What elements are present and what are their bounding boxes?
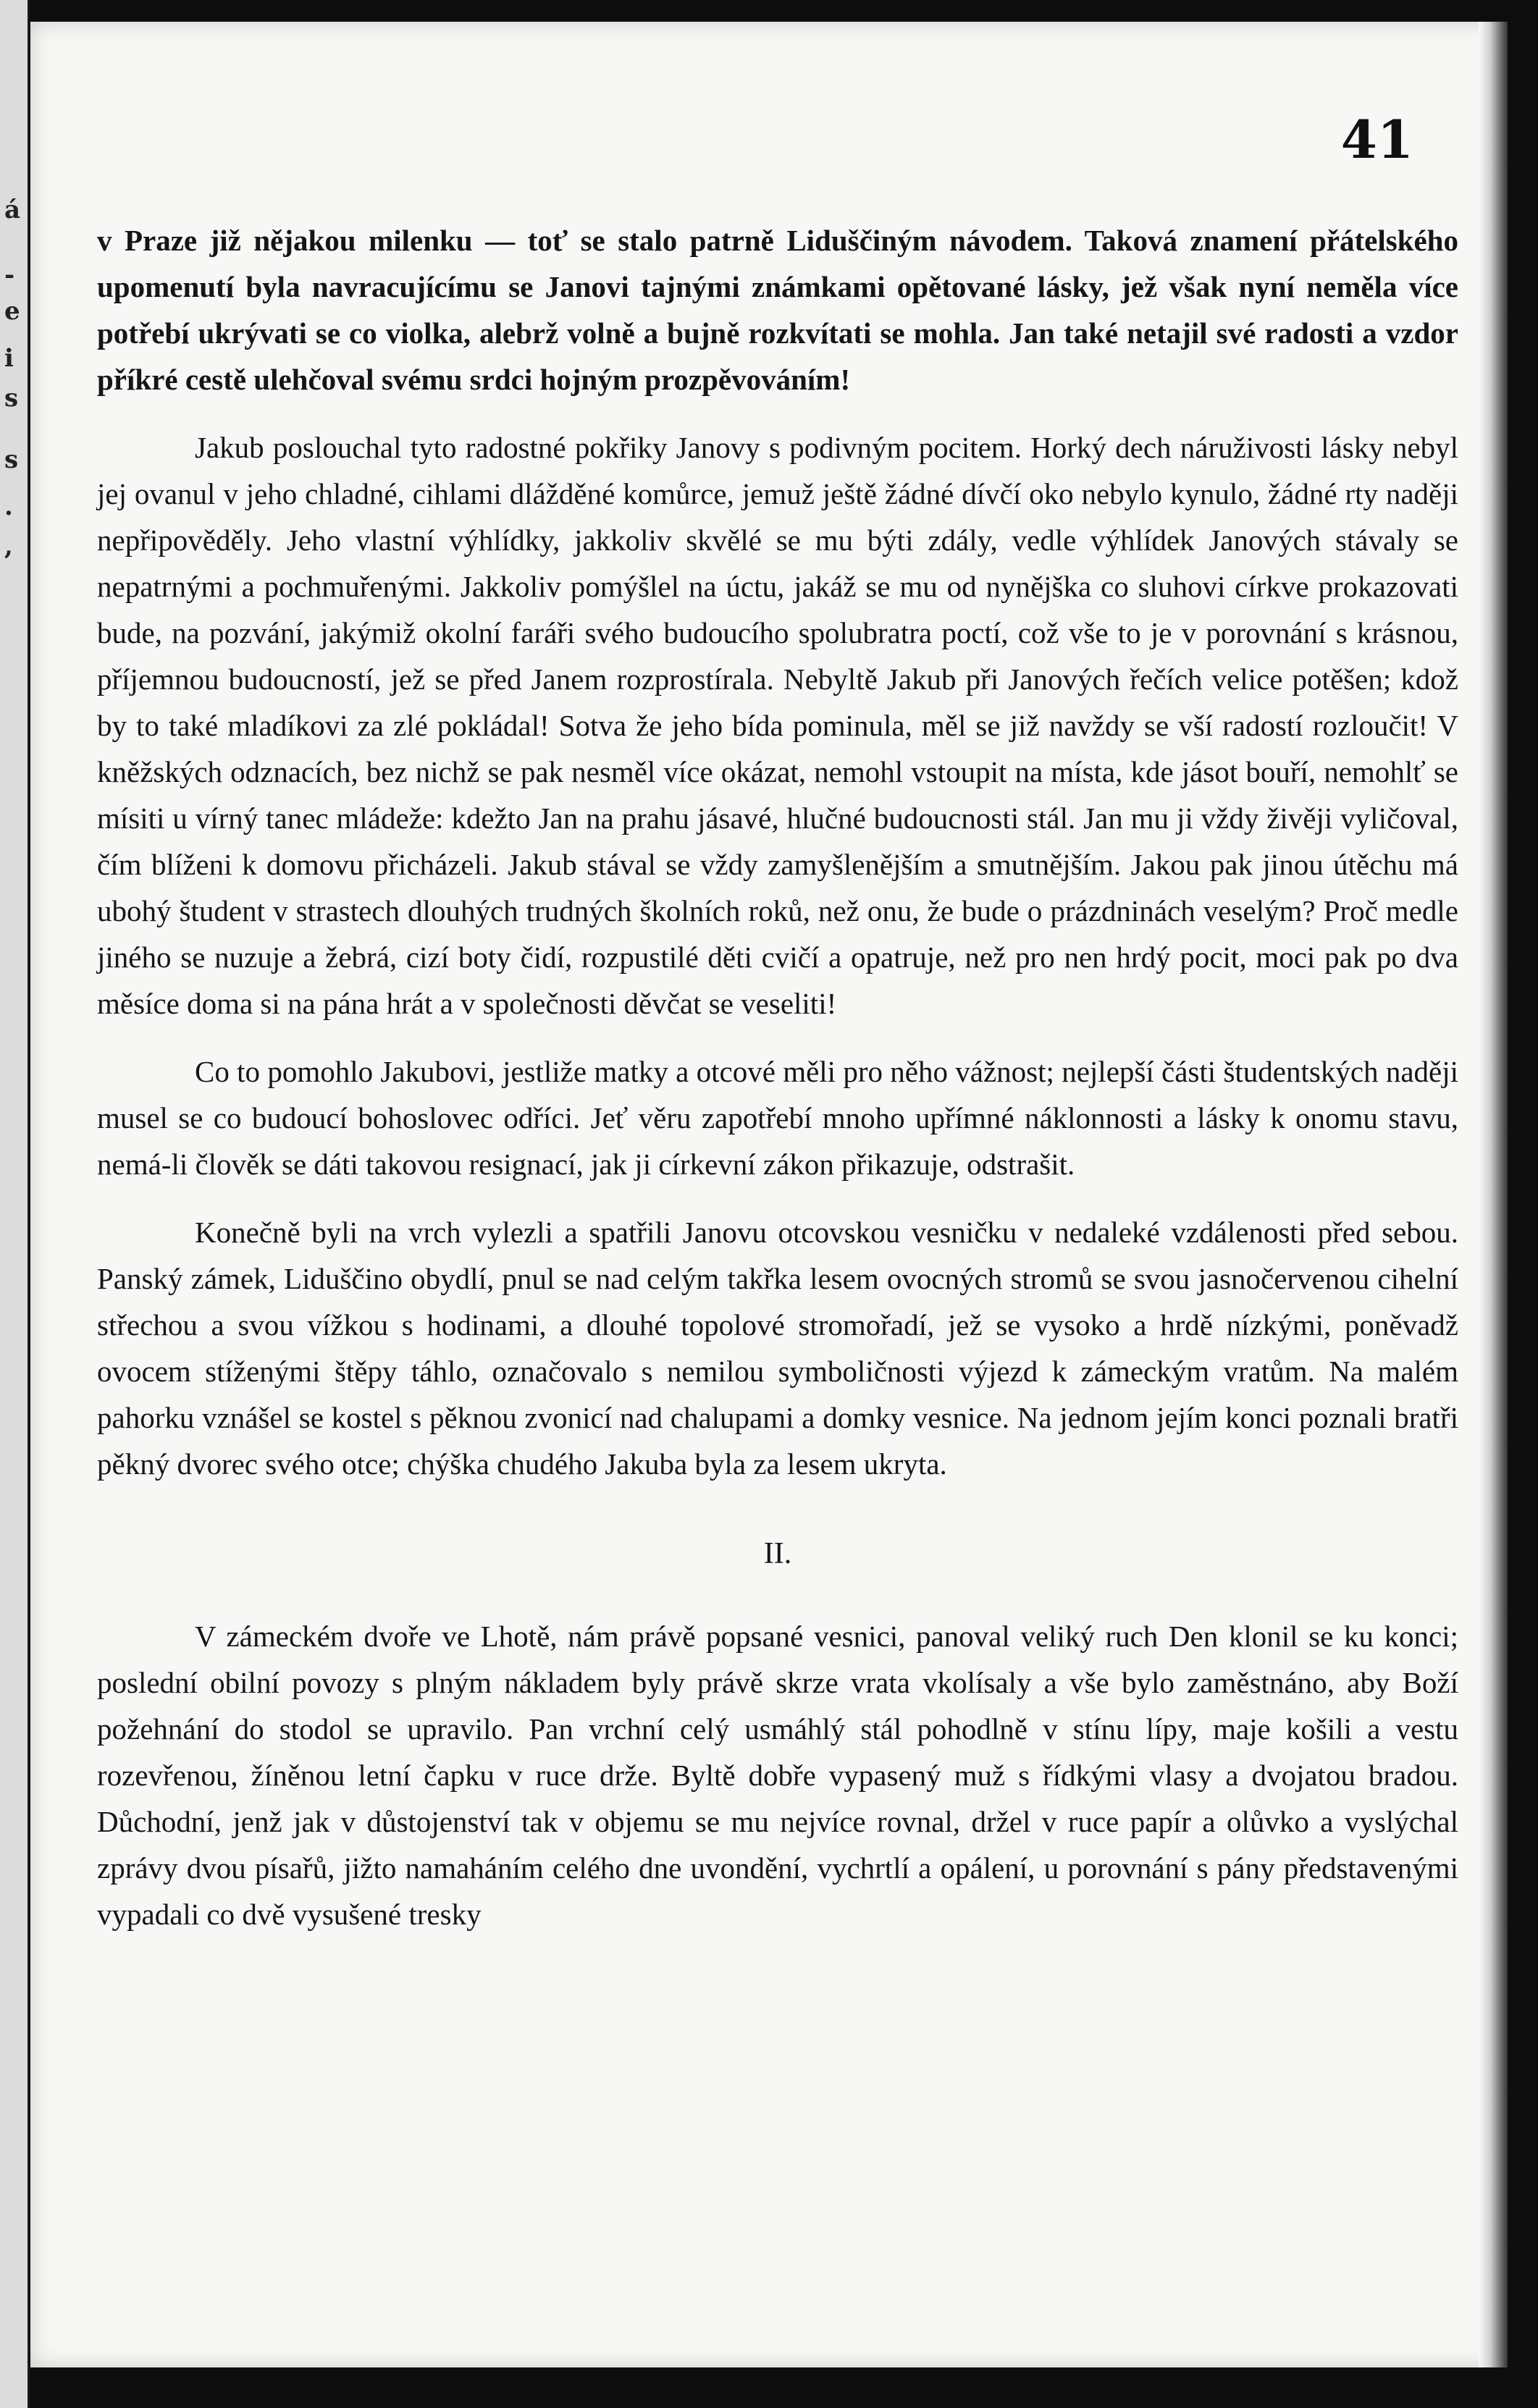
page-text: [97, 217, 1458, 1959]
sliver-char: s: [4, 445, 19, 474]
section-heading: II.: [763, 1537, 792, 1570]
sliver-char: ,: [4, 532, 13, 561]
sliver-char: i: [4, 344, 14, 373]
book-page: [30, 22, 1508, 2367]
paragraph: v Praze již nějakou milenku — toť se stalo patrně Liduščiným návodem. Taková znamení přátelského upomenutí byla navracujícímu se Janovi tajnými známkami opětované lásky, jež však nyní neměla více potřebí ukrývati se co violka, alebrž volně a bujně rozkvítati se mohla. Jan také netajil své radosti a vzdor příkré cestě ulehčoval svému srdci hojným prozpěvováním!: [97, 224, 1458, 396]
paragraph: Co to pomohlo Jakubovi, jestliže matky a otcové měli pro něho vážnost; nejlepší části študentských naději musel se co budoucí bohoslovec odříci. Jeť věru zapotřebí mnoho upřímné náklonnosti a lásky k onomu stavu, nemá-li člověk se dáti takovou resignací, jak ji církevní zákon přikazuje, odstrašit.: [97, 1055, 1458, 1181]
paragraph: V zámeckém dvoře ve Lhotě, nám právě popsané vesnici, panoval veliký ruch Den klonil se ku konci; poslední obilní povozy s plným nákladem byly právě skrze vrata vkolísaly a vše bylo zaměstnáno, aby Boží požehnání do stodol se upravilo. Pan vrchní celý usmáhlý stál pohodlně v stínu lípy, maje košili a vestu rozevřenou, žíněnou letní čapku v ruce drže. Byltě dobře vypasený muž s řídkými vlasy a dvojatou bradou. Důchodní, jenž jak v důstojenství tak v objemu se mu nejvíce rovnal, držel v ruce papír a olůvko a vyslýchal zprávy dvou písařů, jižto namaháním celého dne uvondění, vychrtlí a opálení, u porovnání s pány představenými vypadali co dvě vysušené tresky: [97, 1620, 1458, 1931]
page-edge-shadow: [1479, 22, 1508, 2367]
adjacent-page-sliver: [0, 0, 30, 2408]
paragraph: Jakub poslouchal tyto radostné pokřiky Janovy s podivným pocitem. Horký dech náruživosti lásky nebyl jej ovanul v jeho chladné, cihlami dlážděné komůrce, jemuž ještě žádné dívčí oko nebylo kynulo, žádné rty naději nepřipověděly. Jeho vlastní výhlídky, jakkoliv skvělé se mu býti zdály, vedle výhlídek Janových stávaly se nepatrnými a pochmuřenými. Jakkoliv pomýšlel na úctu, jakáž se mu od nynějška co sluhovi církve prokazovati bude, na pozvání, jakýmiž okolní faráři svého budoucího spolubratra poctí, což vše to je v porovnání s krásnou, příjemnou budoucností, jež se před Janem rozprostírala. Nebyltě Jakub při Janových řečích velice potěšen; kdož by to také mladíkovi za zlé pokládal! Sotva že jeho bída pominula, měl se již navždy se vší radostí rozloučit! V kněžských odznacích, bez nichž se pak nesměl více okázat, nemohl vstoupit na místa, kde jásot bouří, nemohlť se mísiti u vírný tanec mládeže: kdežto Jan na prahu jásavé, hlučné budoucnosti stál. Jan mu ji vždy živěji vyličoval, čím blíženi k domovu přicházeli. Jakub stával se vždy zamyšlenějším a smutnějším. Jakou pak jinou útěchu má ubohý študent v strastech dlouhých trudných školních roků, než onu, že bude o prázdninách veselým? Proč medle jiného se nuzuje a žebrá, cizí boty čidí, rozpustilé děti cvičí a opatruje, než pro nen hrdý pocit, moci pak po dva měsíce doma si na pána hrát a v společnosti děvčat se veseliti!: [97, 431, 1458, 1020]
sliver-char: .: [4, 492, 13, 521]
page-number: 41: [1340, 109, 1413, 170]
sliver-char: á: [4, 195, 21, 224]
paragraph: Konečně byli na vrch vylezli a spatřili Janovu otcovskou vesničku v nedaleké vzdálenosti před sebou. Panský zámek, Liduščino obydlí, pnul se nad celým takřka lesem ovocných stromů se svou jasnočervenou cihelní střechou a svou vížkou s hodinami, a dlouhé topolové stromořadí, jež se vysoko a hrdě nízkými, poněvadž ovocem stíženými štěpy táhlo, označovalo s nemilou symboličnosti výjezd k zámeckým vratům. Na malém pahorku vznášel se kostel s pěknou zvonicí nad chalupami a domky vesnice. Na jednom jejím konci poznali bratři pěkný dvorec svého otce; chýška chudého Jakuba byla za lesem ukryta.: [97, 1216, 1458, 1481]
sliver-char: e: [4, 297, 20, 326]
sliver-char: s: [4, 384, 19, 413]
sliver-char: -: [4, 261, 15, 290]
